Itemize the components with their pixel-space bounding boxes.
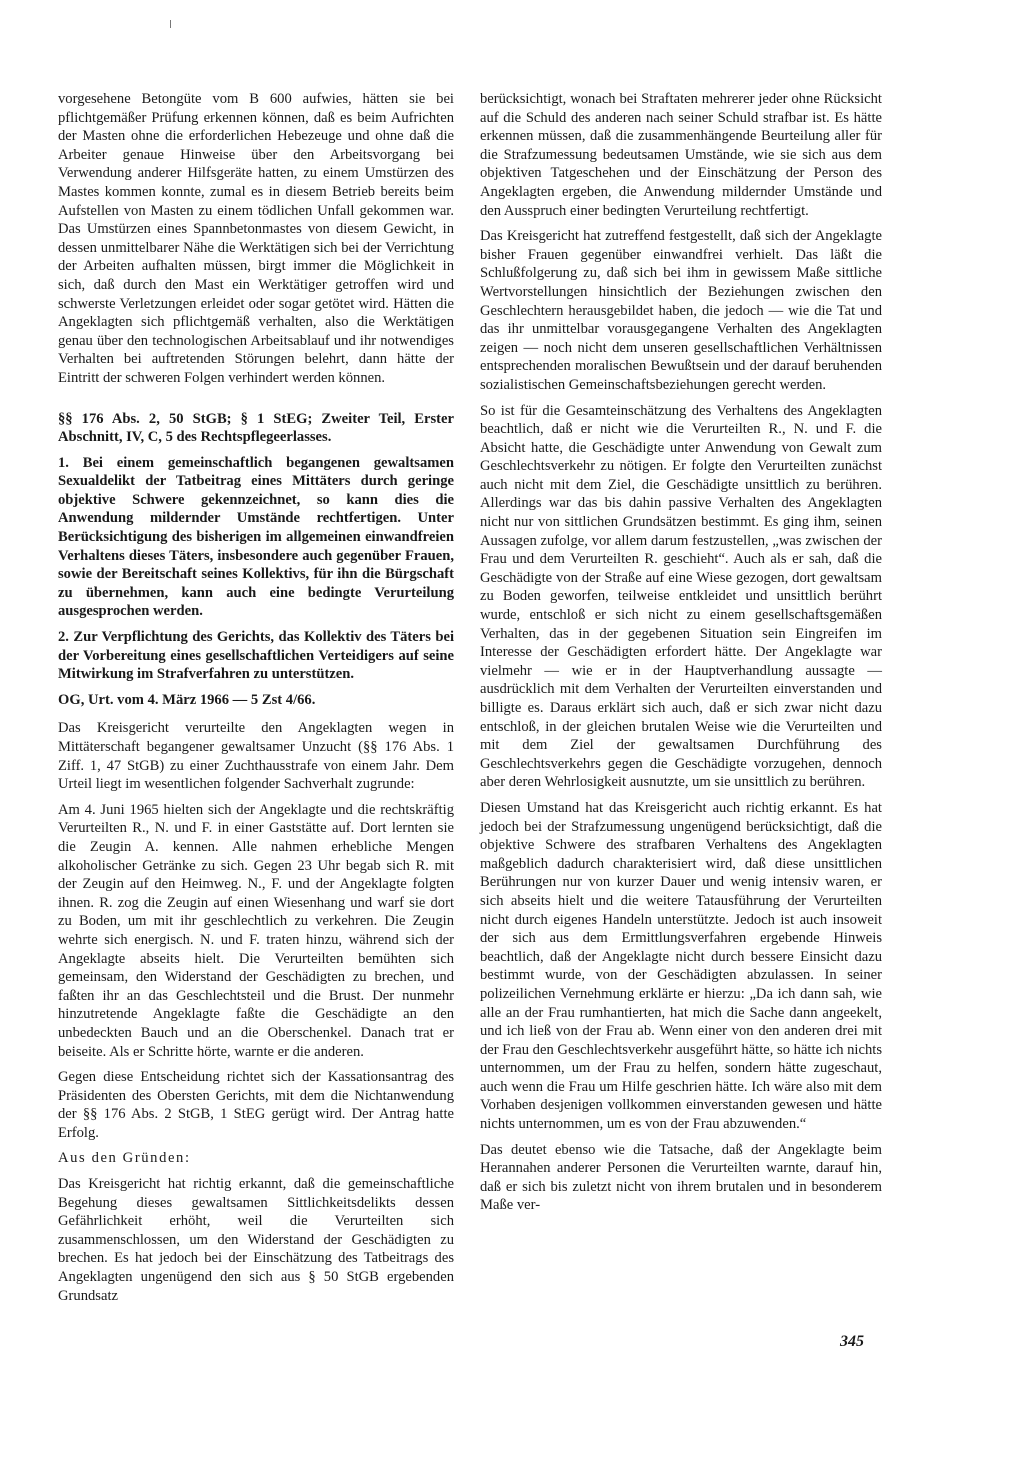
paragraph: Das Kreisgericht hat richtig erkannt, daß die gemeinschaftliche Begehung dieses gewaltsamen Sittlichkeitsdelikts dessen Gefährlichkeit erhöht, weil die Verurteilten sich zusammenschlossen, um den Widerstand der Geschädigten zu brechen. Es hat jedoch bei der Einschätzung des Tatbeitrags des Angeklagten ungenügend den sich aus § 50 StGB ergebenden Grundsatz: [58, 1176, 454, 1304]
paragraph: Das Kreisgericht hat zutreffend festgestellt, daß sich der Angeklagte bisher Frauen gegenüber einwandfrei verhielt. Das läßt die Schlußfolgerung zu, daß sich bei ihm in gewissem Maße sittliche Wertvorstellungen hinsichtlich der Beziehungen zwischen den Geschlechtern herausgebildet haben, die jedoch — wie die Tat und das ihr unmittelbar vorausgegangene Verhalten des Angeklagten zeigen — noch nicht dem unseren gesellschaftlichen Verhältnissen entsprechenden moralischen Bewußtsein und der darauf beruhenden sozialistischen Gemeinschaftsbeziehungen gerecht werden.: [480, 228, 882, 393]
page-number: 345: [840, 1333, 864, 1350]
reasons-heading: Aus den Gründen:: [58, 1150, 191, 1167]
paragraph: Gegen diese Entscheidung richtet sich der Kassationsantrag des Präsidenten des Obersten Gerichts, mit dem die Nichtanwendung der §§ 176 Abs. 2 StGB, 1 StEG gerügt wird. Der Antrag hatte Erfolg.: [58, 1069, 454, 1141]
intro-paragraph: vorgesehene Betongüte vom B 600 aufwies, hätten sie bei pflichtgemäßer Prüfung erkennen können, daß es beim Aufrichten der Masten ohne die erforderlichen Hebezeuge und ohne daß die Arbeiter genaue Hinweise über den Arbeitsvorgang bei Verwendung anderer Hilfsgeräte hatten, zu einem Umstürzen des Mastes kommen konnte, zumal es in diesem Betrieb bereits beim Aufstellen von Masten zu einem tödlichen Unfall gekommen war. Das Umstürzen eines Spannbetonmastes von diesem Gewicht, in dessen unmittelbarer Nähe die Werktätigen sich bei der Verrichtung der Arbeiten aufhalten müssen, birgt immer die Möglichkeit in sich, daß durch den Mast ein Werktätiger getroffen wird und schwerste Verletzungen erleidet oder sogar getötet wird. Hätten die Angeklagten sich pflichtgemäß verhalten, also die Werktätigen genau über den technologischen Arbeitsablauf und ihr notwendiges Verhalten bei auftretenden Störungen belehrt, dann hätte der Eintritt der schweren Folgen verhindert werden können.: [58, 91, 454, 386]
right-column: [480, 90, 882, 1222]
headnote-1: 1. Bei einem gemeinschaftlich begangenen gewaltsamen Sexualdelikt der Tatbeitrag eines Mittäters durch geringe objektive Schwere gekennzeichnet, so kann dies die Anwendung mildernder Umstände rechtfertigen. Unter Berücksichtigung des bisherigen im allgemeinen einwandfreien Verhaltens dieses Täters, insbesondere auch gegenüber Frauen, sowie der Bereitschaft seines Kollektivs, für ihn die Bürgschaft zu übernehmen, kann auch eine bedingte Verurteilung ausgesprochen werden.: [58, 454, 454, 620]
paragraph: berücksichtigt, wonach bei Straftaten mehrerer jeder ohne Rücksicht auf die Schuld des anderen nach seiner Schuld strafbar ist. Es hätte erkennen müssen, daß die zusammenhängende Beurteilung aller für die Strafzumessung bedeutsamen Umstände, wie sie sich aus dem objektiven Tatgeschehen und der Einschätzung der Person des Angeklagten ergeben, die Anwendung mildernder Umstände und den Ausspruch einer bedingten Verurteilung rechtfertigt.: [480, 91, 882, 219]
paragraph: Diesen Umstand hat das Kreisgericht auch richtig erkannt. Es hat jedoch bei der Strafzumessung ungenügend berücksichtigt, daß die objektive Schwere des strafbaren Verhaltens des Angeklagten maßgeblich dadurch charakterisiert wird, daß diese unsittlichen Berührungen nur von kurzer Dauer und wenig intensiv waren, er sich abseits hielt und die weitere Tatausführung der Verurteilten nicht durch eigenes Handeln unterstützte. Jedoch ist auch insoweit der sich aus dem Ermittlungsverfahren ergebende Hinweis beachtlich, daß der Angeklagte nicht durch bessere Einsicht dazu bestimmt wurde, von der Geschädigten abzulassen. In seiner polizeilichen Vernehmung erklärte er hierzu: „Da ich dann sah, wie alle an der Frau rumhantierten, hat mich die Sache dann angeekelt, und ich ließ von der Frau ab. Wenn einer von den anderen drei mit der Frau den Geschlechtsverkehr ausgeführt hätte, so hätte ich nichts unternommen, um der Frau zu helfen, sondern hätte zugeschaut, auch wenn die Frau um Hilfe geschrien hätte. Ich wäre also mit dem Vorhaben desjenigen vollkommen einverstanden gewesen und hätte nichts unternommen, um es von der Frau abzuwenden.“: [480, 799, 882, 1133]
left-column: [58, 90, 454, 1312]
paragraph: Das deutet ebenso wie die Tatsache, daß der Angeklagte beim Herannahen anderer Personen die Verurteilten warnte, darauf hin, daß er sich bis zuletzt nicht von ihrem brutalen und in besonderem Maße ver-: [480, 1141, 882, 1214]
section-heading: §§ 176 Abs. 2, 50 StGB; § 1 StEG; Zweiter Teil, Erster Abschnitt, IV, C, 5 des Rechtspflegeerlasses.: [58, 410, 454, 446]
court-citation: OG, Urt. vom 4. März 1966 — 5 Zst 4/66.: [58, 691, 316, 708]
paragraph: So ist für die Gesamteinschätzung des Verhaltens des Angeklagten beachtlich, daß er nicht wie die Verurteilten R., N. und F. die Absicht hatte, die Geschädigte unter Anwendung von Gewalt zum Geschlechtsverkehr zu nötigen. Er folgte den Verurteilten zunächst auch nicht mit dem Ziel, die Geschädigte unsittlich zu berühren. Allerdings war das bis dahin passive Verhalten des Angeklagten nicht nur von sittlichen Grundsätzen bestimmt. Es ging ihm, seinen Aussagen zufolge, vor allem darum festzustellen, „was zwischen der Frau und dem Verurteilten R. geschieht“. Auch als er sah, daß die Geschädigte von der Straße auf eine Wiese gezogen, dort gewaltsam zu Boden geworfen, teilweise entkleidet und unsittlich berührt wurde, entschloß er sich nicht zu einem gesellschaftsgemäßen Verhalten, das in der gegebenen Situation sein Eingreifen im Interesse der Geschädigten erfordert hätte. Der Angeklagte war vielmehr — wie er in der Hauptverhandlung aussagte — ausdrücklich mit dem Verhalten der Verurteilten einverstanden und billigte es. Daraus erklärt sich auch, daß er sich zwar nicht dazu entschloß, in der gleichen brutalen Weise wie die Verurteilten und mit dem Ziel der gewaltsamen Durchführung des Geschlechtsverkehrs gegen die Geschädigte vorzugehen, dennoch aber deren Wehrlosigkeit ausnutzte, um sie unsittlich zu berühren.: [480, 402, 882, 791]
scan-mark: [170, 20, 171, 28]
headnote-2: 2. Zur Verpflichtung des Gerichts, das Kollektiv des Täters bei der Vorbereitung eines gesellschaftlichen Verteidigers auf seine Mitwirkung im Strafverfahren zu unterstützen.: [58, 629, 454, 683]
paragraph: Das Kreisgericht verurteilte den Angeklagten wegen in Mittäterschaft begangener gewaltsamer Unzucht (§§ 176 Abs. 1 Ziff. 1, 47 StGB) zu einer Zuchthausstrafe von einem Jahr. Dem Urteil liegt im wesentlichen folgender Sachverhalt zugrunde:: [58, 720, 454, 793]
paragraph: Am 4. Juni 1965 hielten sich der Angeklagte und die rechtskräftig Verurteilten R., N. und F. in einer Gaststätte auf. Dort lernten sie die Zeugin A. kennen. Alle nahmen erhebliche Mengen alkoholischer Getränke zu sich. Gegen 23 Uhr begab sich R. mit der Zeugin auf den Heimweg. N., F. und der Angeklagte folgten ihnen. R. zog die Zeugin auf einen Wiesenhang und warf sie dort zu Boden, um mit ihr geschlechtlich zu verkehren. Die Zeugin wehrte sich energisch. N. und F. traten hinzu, während sich der Angeklagte abseits hielt. Die Verurteilten bemühten sich gemeinsam, den Widerstand der Geschädigten zu brechen, und faßten ihr an das Geschlechtsteil und die Brust. Der nunmehr hinzutretende Angeklagte faßte die Geschädigte an den unbedeckten Bauch und an die Oberschenkel. Danach trat er beiseite. Als er Schritte hörte, warnte er die anderen.: [58, 801, 454, 1060]
